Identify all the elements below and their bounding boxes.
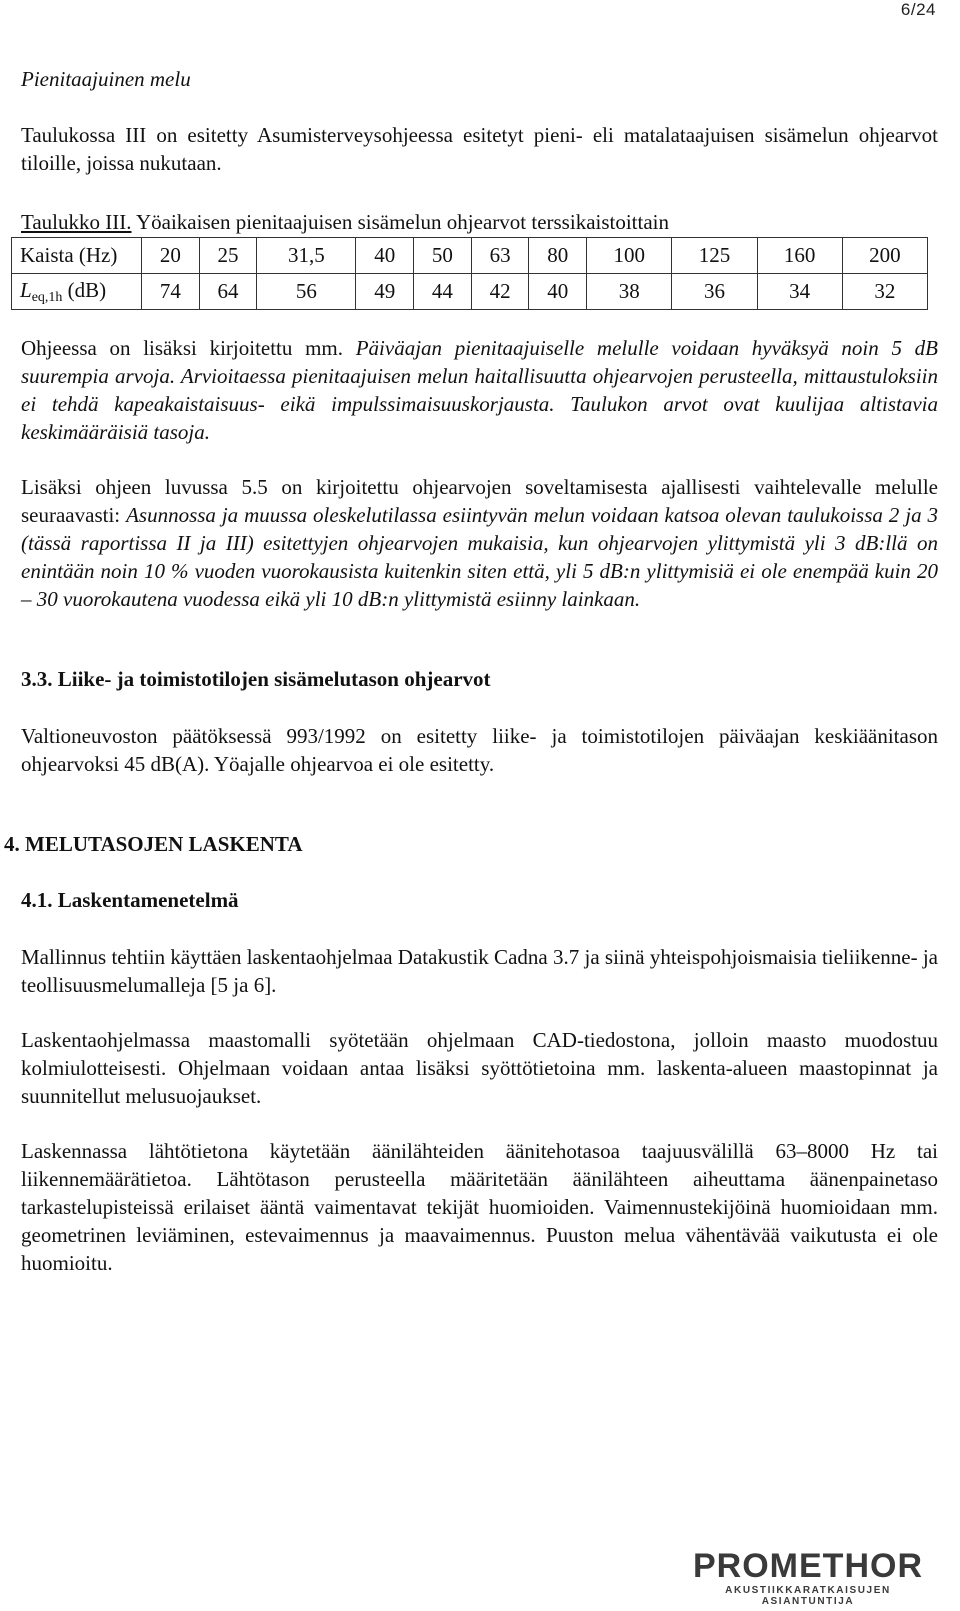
level-cell: 38 [587, 274, 672, 310]
band-cell: 160 [757, 238, 842, 274]
level-cell: 56 [257, 274, 356, 310]
subsection-title: Pienitaajuinen melu [21, 67, 191, 91]
level-cell: 32 [842, 274, 927, 310]
level-cell: 42 [471, 274, 529, 310]
band-cell: 40 [356, 238, 414, 274]
logo-wordmark: PROMETHOR [693, 1547, 923, 1585]
band-cell: 125 [672, 238, 757, 274]
section-heading-3-3: 3.3. Liike- ja toimistotilojen sisämelutason ohjearvot [21, 667, 491, 691]
table-row-bands [12, 238, 928, 274]
level-cell: 34 [757, 274, 842, 310]
paragraph-calculation: Laskennassa lähtötietona käytetään äänilähteiden äänitehotasoa taajuusvälillä 63–8000 Hz tai liikennemäärätietoa. Lähtötason perusteella määritetään äänilähteen aiheuttama äänenpainetaso tarkastelupisteissä erilaiset ääntä vaimentavat tekijät huomioiden. Vaimennustekijöinä huomioidaan mm. geometrinen leviäminen, estevaimennus ja maavaimennus. Puuston melua vähentävää vaikutusta ei ole huomioitu. [21, 1139, 938, 1275]
table-row-levels [12, 274, 928, 310]
paragraph-italic-text: Päiväajan pienitaajuiselle melulle voidaan hyväksyä noin 5 dB suurempia arvoja. [21, 336, 938, 388]
row-header-level [12, 274, 142, 310]
paragraph-modelling: Mallinnus tehtiin käyttäen laskentaohjelmaa Datakustik Cadna 3.7 ja siinä yhteispohjoismaisia tieliikenne- ja teollisuusmelumalleja [5 ja 6]. [21, 945, 938, 997]
paragraph-terrain-model: Laskentaohjelmassa maastomalli syötetään ohjelmaan CAD-tiedostona, jolloin maasto muodostuu kolmiulotteisesti. Ohjelmaan voidaan antaa lisäksi syöttötietoina mm. laskenta-alueen maastopinnat ja suunnitellut melusuojaukset. [21, 1028, 938, 1108]
company-logo [678, 1549, 938, 1607]
level-symbol: L [20, 277, 32, 302]
paragraph-text: Ohjeessa on lisäksi kirjoitettu mm. [21, 336, 356, 360]
paragraph-time-varying [21, 473, 938, 613]
level-cell: 44 [414, 274, 472, 310]
level-cell: 74 [142, 274, 200, 310]
section-heading-4: 4. MELUTASOJEN LASKENTA [4, 832, 303, 856]
band-cell: 100 [587, 238, 672, 274]
row-header-band: Kaista (Hz) [12, 238, 142, 274]
level-cell: 36 [672, 274, 757, 310]
paragraph-text: Lisäksi ohjeen luvussa 5.5 on kirjoitettu ohjearvojen soveltamisesta ajallisesti vaihtelevalle melulle seuraavasti: [21, 475, 938, 527]
table-caption-text: Yöaikaisen pienitaajuisen sisämelun ohjearvot terssikaistoittain [131, 210, 670, 234]
intro-paragraph: Taulukossa III on esitetty Asumisterveysohjeessa esitetyt pieni- eli matalataajuisen sisämelun ohjearvot tiloille, joissa nukutaan. [21, 123, 938, 175]
level-cell: 40 [529, 274, 587, 310]
level-cell: 64 [199, 274, 257, 310]
noise-limits-table [11, 237, 928, 310]
paragraph-daytime-note [21, 334, 938, 446]
band-cell: 25 [199, 238, 257, 274]
band-cell: 80 [529, 238, 587, 274]
band-cell: 200 [842, 238, 927, 274]
band-cell: 31,5 [257, 238, 356, 274]
level-cell: 49 [356, 274, 414, 310]
band-cell: 63 [471, 238, 529, 274]
logo-tagline: AKUSTIIKKARATKAISUJEN ASIANTUNTIJA [725, 1585, 891, 1607]
page-number: 6/24 [900, 0, 936, 19]
level-subscript: eq,1h [31, 289, 63, 305]
paragraph-italic-text: Arvioitaessa pienitaajuisen melun haitallisuutta ohjearvojen perusteella, mittaustuloksiin ei tehdä kapeakaistaisuus- eikä impulssimaisuuskorjausta. Taulukon arvot ovat kuulijaa altistavia keskimääräisiä tasoja. [21, 364, 939, 444]
level-unit: (dB) [62, 277, 107, 302]
table-caption [21, 210, 669, 235]
section-heading-4-1: 4.1. Laskentamenetelmä [21, 888, 239, 912]
paragraph-italic-text: Asunnossa ja muussa oleskelutilassa esiintyvän melun voidaan katsoa olevan taulukoissa 2 ja 3 (tässä raportissa II ja III) esitettyjen ohjearvojen mukaisia, kun ohjearvojen ylittymistä yli 3 dB:llä on enintään noin 10 % vuoden vuorokausista kuitenkin siten että, yli 5 dB:n ylittymisiä ei ole enempää kuin 20 – 30 vuorokautena vuodessa eikä yli 10 dB:n ylittymistä esiinny lainkaan. [21, 503, 939, 611]
paragraph-office-limits: Valtioneuvoston päätöksessä 993/1992 on esitetty liike- ja toimistotilojen päiväajan keskiäänitason ohjearvoksi 45 dB(A). Yöajalle ohjearvoa ei ole esitetty. [21, 724, 938, 776]
band-cell: 50 [414, 238, 472, 274]
table-caption-label: Taulukko III. [21, 210, 132, 234]
band-cell: 20 [142, 238, 200, 274]
